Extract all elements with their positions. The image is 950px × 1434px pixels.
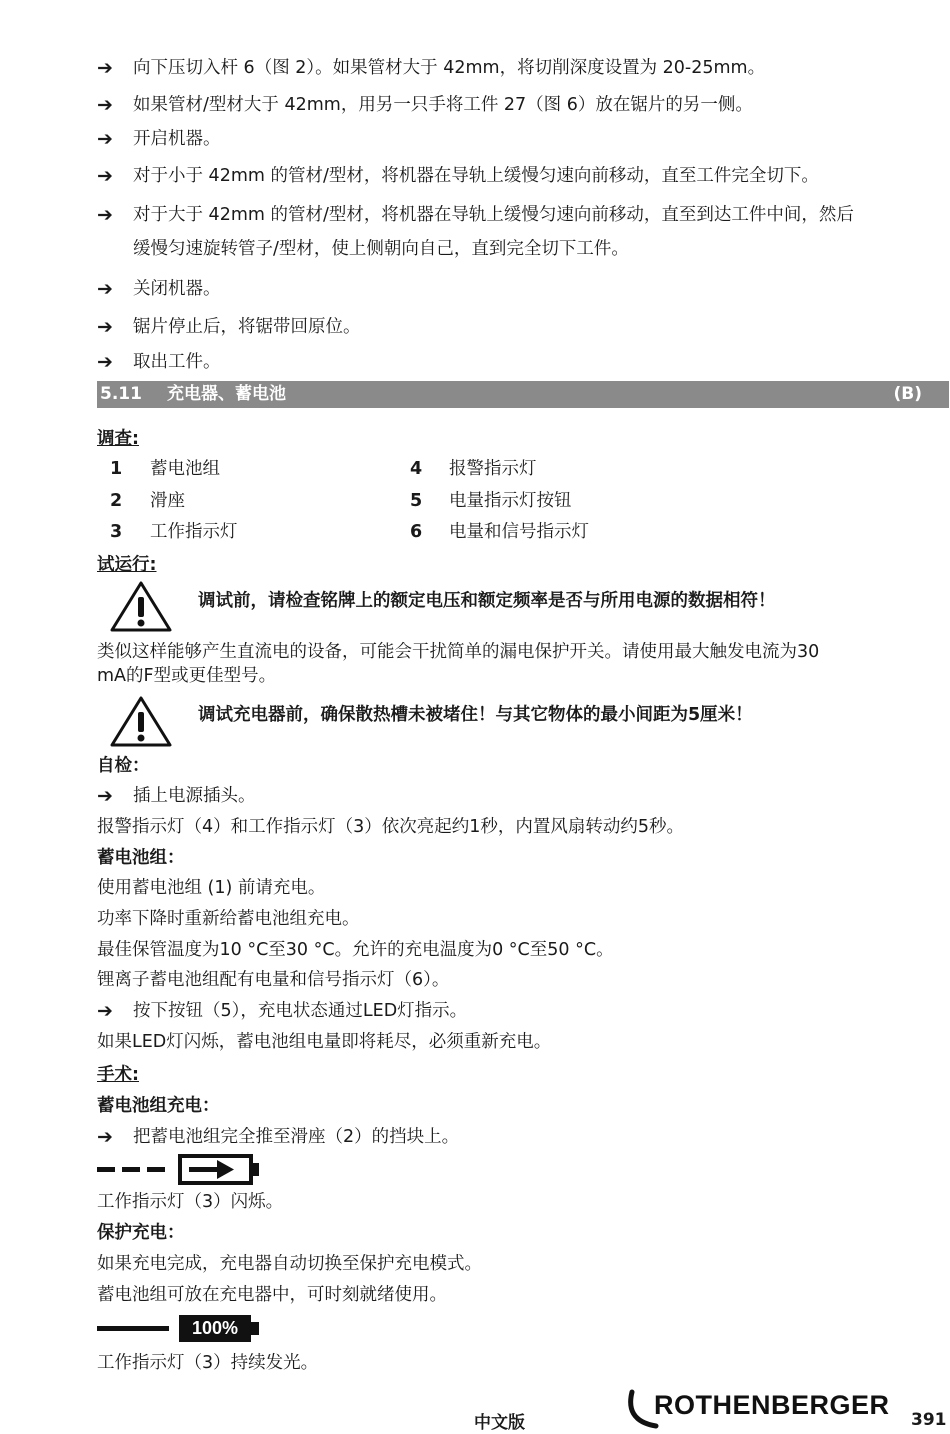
step-text: 如果管材/型材大于 42mm，用另一只手将工件 27（图 6）放在锯片的另一侧。 <box>133 95 753 115</box>
item-label: 报警指示灯 <box>449 459 537 479</box>
arrow-icon: ➔ <box>97 165 113 187</box>
arrow-icon: ➔ <box>97 785 113 807</box>
arrow-icon: ➔ <box>97 128 113 150</box>
paragraph-text: 最佳保管温度为10 °C至30 °C。允许的充电温度为0 °C至50 °C。 <box>97 940 614 960</box>
item-number: 1 <box>110 459 123 479</box>
overview-heading: 调查: <box>97 429 139 449</box>
paragraph-text: 蓄电池组可放在充电器中，可时刻就绪使用。 <box>97 1285 447 1305</box>
battery-heading: 蓄电池组： <box>97 848 185 868</box>
step-text-continued: 缓慢匀速旋转管子/型材，使上侧朝向自己，直到完全切下工件。 <box>133 239 629 259</box>
arrow-icon: ➔ <box>97 1126 113 1148</box>
step-text: 对于大于 42mm 的管材/型材，将机器在导轨上缓慢匀速向前移动，直至到达工件中间，然后 <box>133 205 854 225</box>
section-title: 充电器、蓄电池 <box>167 384 286 404</box>
paragraph-text: mA的F型或更佳型号。 <box>97 666 277 686</box>
paragraph-text: 锂离子蓄电池组配有电量和信号指示灯（6）。 <box>97 970 450 990</box>
paragraph-text: 工作指示灯（3）闪烁。 <box>97 1192 284 1212</box>
paragraph-text: 功率下降时重新给蓄电池组充电。 <box>97 909 360 929</box>
charging-heading: 蓄电池组充电： <box>97 1096 220 1116</box>
paragraph-text: 如果充电完成，充电器自动切换至保护充电模式。 <box>97 1254 482 1274</box>
arrow-icon: ➔ <box>97 351 113 373</box>
step-text: 把蓄电池组完全推至滑座（2）的挡块上。 <box>133 1127 460 1147</box>
footer-language: 中文版 <box>474 1413 525 1433</box>
protect-heading: 保护充电： <box>97 1223 185 1243</box>
arrow-icon: ➔ <box>97 278 113 300</box>
item-number: 2 <box>110 491 123 511</box>
section-number: 5.11 <box>100 384 142 404</box>
paragraph-text: 报警指示灯（4）和工作指示灯（3）依次亮起约1秒，内置风扇转动约5秒。 <box>97 817 685 837</box>
brand-wordmark: ROTHENBERGER <box>654 1390 890 1420</box>
item-number: 4 <box>410 459 423 479</box>
battery-full-icon <box>97 1314 263 1344</box>
warning-text: 调试充电器前，确保散热槽未被堵住！与其它物体的最小间距为5厘米！ <box>198 705 753 725</box>
arrow-icon: ➔ <box>97 94 113 116</box>
warning-text: 调试前，请检查铭牌上的额定电压和额定频率是否与所用电源的数据相符！ <box>198 591 776 611</box>
item-number: 5 <box>410 491 423 511</box>
warning-triangle-icon <box>109 580 173 632</box>
arrow-icon: ➔ <box>97 204 113 226</box>
operation-heading: 手术: <box>97 1065 139 1085</box>
arrow-icon: ➔ <box>97 57 113 79</box>
item-label: 工作指示灯 <box>150 522 238 542</box>
paragraph-text: 如果LED灯闪烁，蓄电池组电量即将耗尽，必须重新充电。 <box>97 1032 552 1052</box>
warning-triangle-icon <box>109 695 173 747</box>
section-header <box>97 381 949 408</box>
item-number: 3 <box>110 522 123 542</box>
arrow-icon: ➔ <box>97 316 113 338</box>
step-text: 开启机器。 <box>133 129 221 149</box>
item-label: 蓄电池组 <box>150 459 220 479</box>
brand-logo <box>626 1388 891 1430</box>
paragraph-text: 工作指示灯（3）持续发光。 <box>97 1353 319 1373</box>
arrow-icon: ➔ <box>97 1000 113 1022</box>
step-text: 向下压切入杆 6（图 2）。如果管材大于 42mm，将切削深度设置为 20-25mm。 <box>133 58 766 78</box>
battery-percent-label: 100% <box>179 1315 251 1342</box>
step-text: 关闭机器。 <box>133 279 221 299</box>
paragraph-text: 使用蓄电池组 (1) 前请充电。 <box>97 878 326 898</box>
page-number: 391 <box>911 1410 947 1430</box>
step-text: 锯片停止后，将锯带回原位。 <box>133 317 361 337</box>
item-number: 6 <box>410 522 423 542</box>
step-text: 按下按钮（5），充电状态通过LED灯指示。 <box>133 1001 468 1021</box>
paragraph-text: 类似这样能够产生直流电的设备，可能会干扰简单的漏电保护开关。请使用最大触发电流为30 <box>97 642 820 662</box>
step-text: 插上电源插头。 <box>133 786 256 806</box>
item-label: 电量和信号指示灯 <box>449 522 589 542</box>
selfcheck-heading: 自检： <box>97 756 150 776</box>
step-text: 取出工件。 <box>133 352 221 372</box>
step-text: 对于小于 42mm 的管材/型材，将机器在导轨上缓慢匀速向前移动，直至工件完全切下。 <box>133 166 819 186</box>
item-label: 滑座 <box>150 491 185 511</box>
item-label: 电量指示灯按钮 <box>449 491 572 511</box>
battery-charging-icon <box>97 1154 263 1186</box>
trial-heading: 试运行: <box>97 555 157 575</box>
section-tag: (B) <box>893 384 922 404</box>
